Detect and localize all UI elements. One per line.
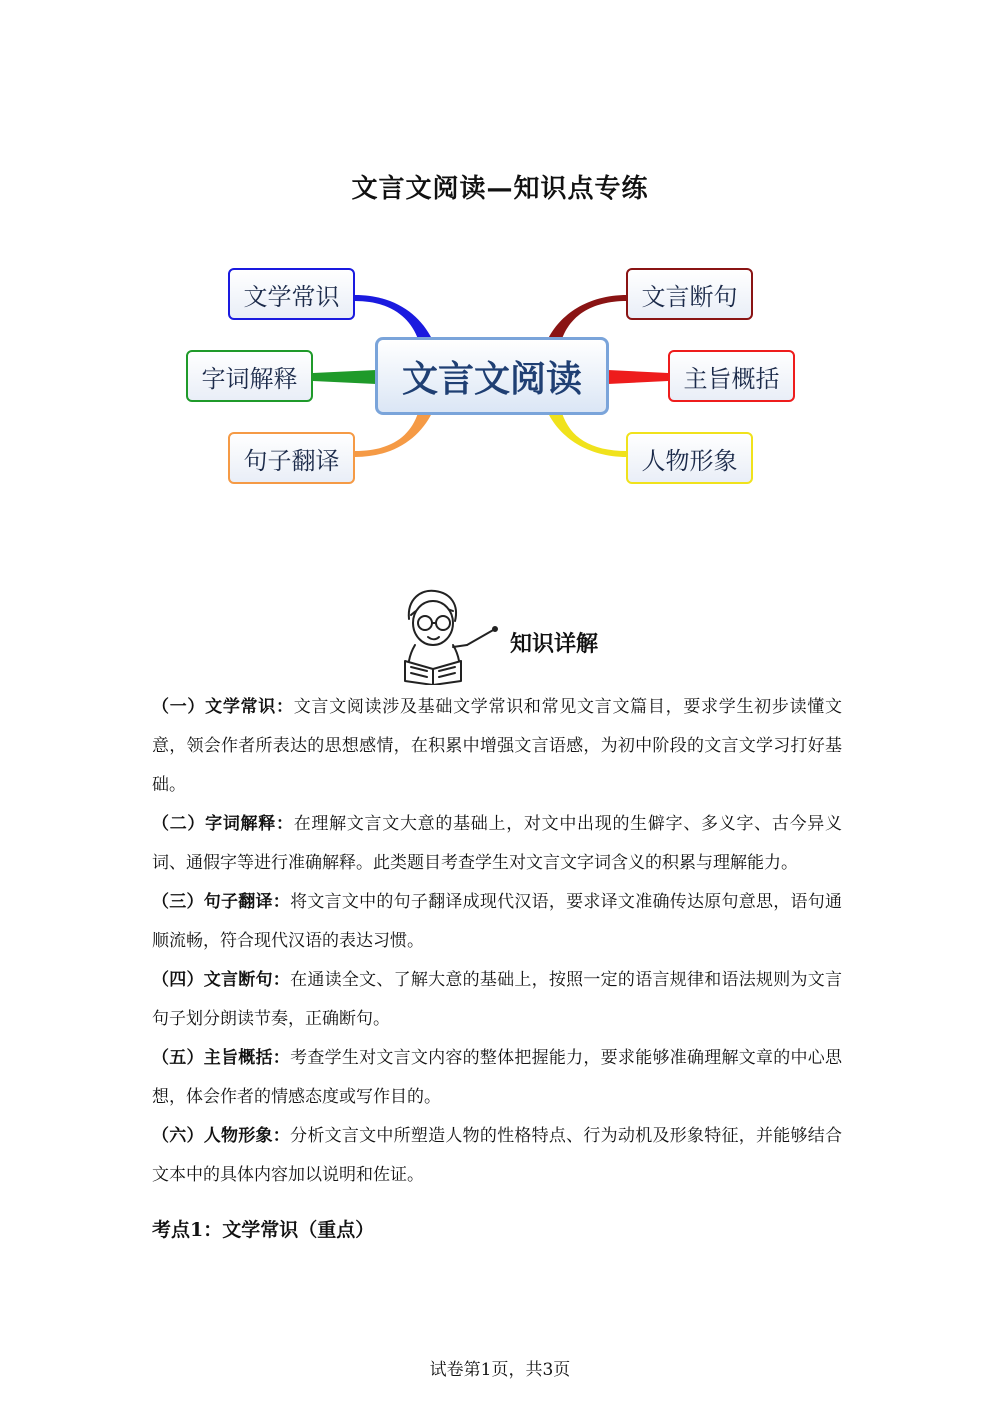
mind-map-node-juzi: 句子翻译 <box>228 432 355 484</box>
knowledge-list <box>152 688 842 1195</box>
mind-map-node-zhuzhi: 主旨概括 <box>668 350 795 402</box>
item-text: 将文言文中的句子翻译成现代汉语，要求译文准确传达原句意思，语句通顺流畅，符合现代汉语的表达习惯。 <box>152 892 843 951</box>
knowledge-item-2 <box>152 805 842 883</box>
page-footer: 试卷第1页，共3页 <box>429 1360 571 1380</box>
item-text: 文言文阅读涉及基础文学常识和常见文言文篇目，要求学生初步读懂文意，领会作者所表达的思想感情，在积累中增强文言语感，为初中阶段的文言文学习打好基础。 <box>152 697 843 795</box>
item-text: 在理解文言文大意的基础上，对文中出现的生僻字、多义字、古今异义词、通假字等进行准确解释。此类题目考查学生对文言文字词含义的积累与理解能力。 <box>152 814 843 873</box>
connector-zici <box>313 370 376 384</box>
connector-juzi <box>355 413 432 457</box>
teacher-icon <box>395 585 505 685</box>
item-heading: （一）文学常识： <box>152 697 294 717</box>
mind-map-node-renwu: 人物形象 <box>626 432 753 484</box>
item-text: 考查学生对文言文内容的整体把握能力，要求能够准确理解文章的中心思想，体会作者的情感态度或写作目的。 <box>152 1048 843 1107</box>
mind-map-node-duanju: 文言断句 <box>626 268 753 320</box>
connector-renwu <box>548 413 627 457</box>
item-heading: （五）主旨概括： <box>152 1048 291 1068</box>
connector-duanju <box>548 295 627 339</box>
item-text: 分析文言文中所塑造人物的性格特点、行为动机及形象特征，并能够结合文本中的具体内容加以说明和佐证。 <box>152 1126 843 1185</box>
knowledge-item-4 <box>152 961 842 1039</box>
knowledge-banner <box>395 585 625 685</box>
mind-map-center: 文言文阅读 <box>375 337 609 415</box>
item-heading: （四）文言断句： <box>152 970 291 990</box>
item-text: 在通读全文、了解大意的基础上，按照一定的语言规律和语法规则为文言句子划分朗读节奏，正确断句。 <box>152 970 843 1029</box>
connector-zhuzhi <box>608 370 668 384</box>
knowledge-item-5 <box>152 1039 842 1117</box>
knowledge-detail-heading: 知识详解 <box>510 632 599 657</box>
mind-map-node-zici: 字词解释 <box>186 350 313 402</box>
knowledge-item-6 <box>152 1117 842 1195</box>
item-heading: （三）句子翻译： <box>152 892 291 912</box>
knowledge-item-3 <box>152 883 842 961</box>
item-heading: （二）字词解释： <box>152 814 294 834</box>
page-title: 文言文阅读—知识点专练 <box>351 174 649 204</box>
mind-map <box>170 255 830 505</box>
item-heading: （六）人物形象： <box>152 1126 291 1146</box>
mind-map-node-wenxue: 文学常识 <box>228 268 355 320</box>
exam-point-heading: 考点1：文学常识（重点） <box>152 1219 375 1241</box>
connector-wenxue <box>355 295 432 339</box>
knowledge-item-1 <box>152 688 842 805</box>
